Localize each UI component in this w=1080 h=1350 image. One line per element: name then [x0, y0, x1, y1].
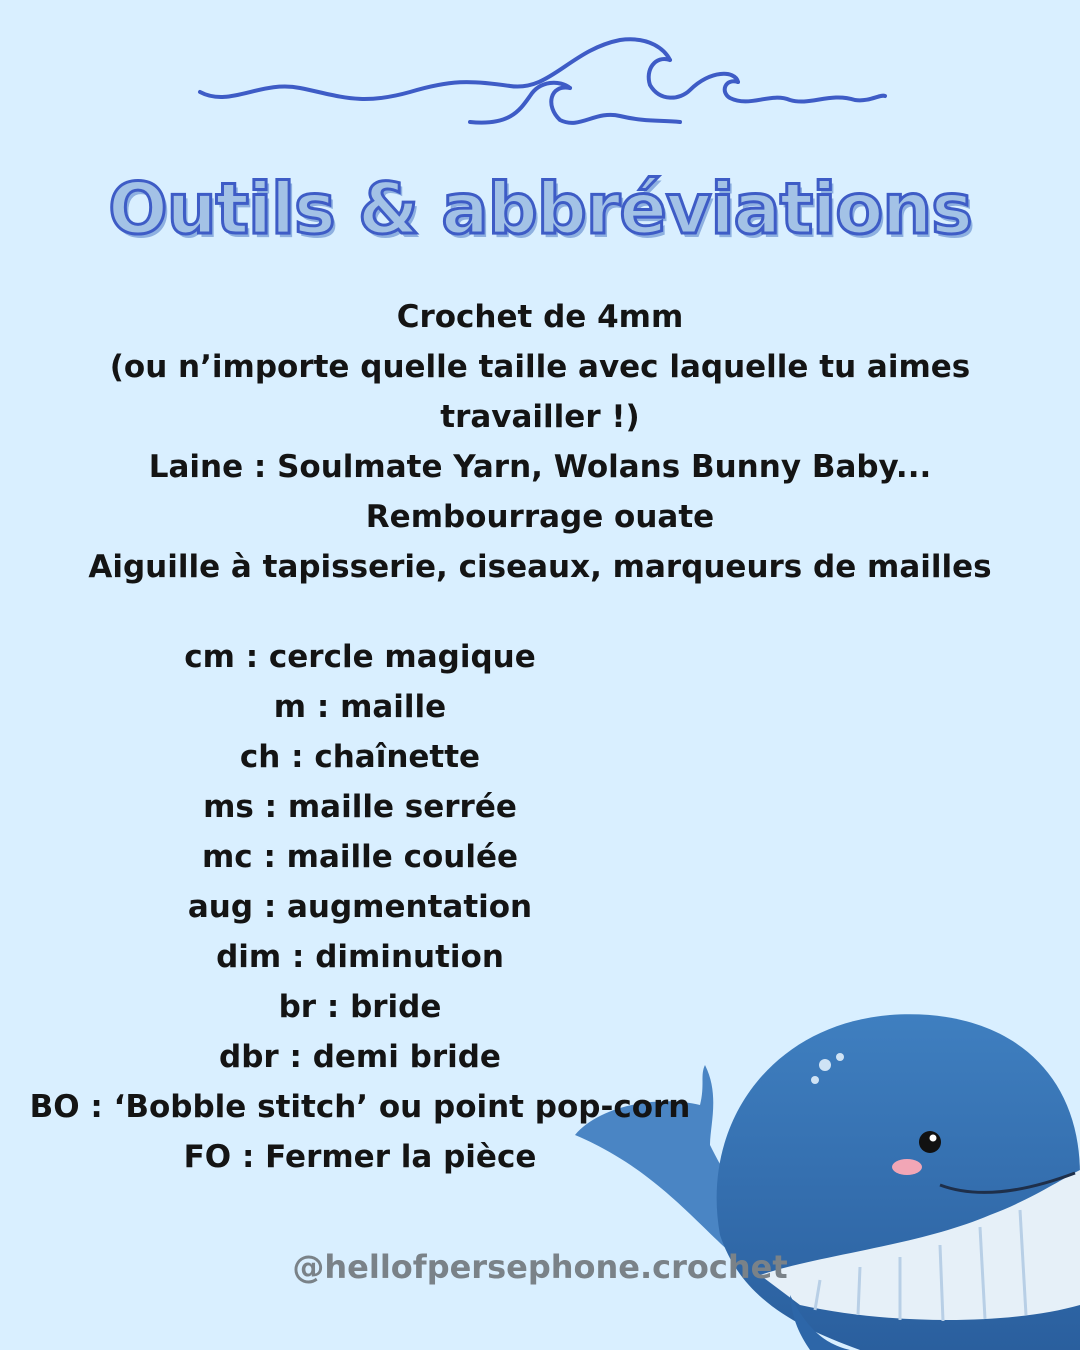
tool-line: Aiguille à tapisserie, ciseaux, marqueurs de mailles	[88, 549, 992, 585]
abbreviation-item: FO : Fermer la pièce	[183, 1139, 537, 1175]
abbreviation-item: ch : chaînette	[239, 739, 481, 775]
tools-list	[0, 292, 1080, 592]
tool-line: Laine : Soulmate Yarn, Wolans Bunny Baby...	[148, 449, 932, 485]
abbreviation-item: m : maille	[273, 689, 447, 725]
abbreviation-item: ms : maille serrée	[203, 789, 517, 825]
abbreviation-item: dim : diminution	[216, 939, 504, 975]
social-handle: @hellofpersephone.crochet	[292, 1248, 788, 1286]
abbreviation-item: dbr : demi bride	[219, 1039, 501, 1075]
abbreviation-item: mc : maille coulée	[202, 839, 518, 875]
abbreviation-item: cm : cercle magique	[184, 639, 536, 675]
wave-illustration	[190, 30, 890, 130]
tool-line: (ou n’importe quelle taille avec laquelle tu aimes	[109, 349, 971, 385]
tool-line: Crochet de 4mm	[396, 299, 684, 335]
page-title: Outils & abbréviations	[108, 168, 972, 250]
tool-line: Rembourrage ouate	[365, 499, 715, 535]
abbreviations-list	[0, 632, 720, 1182]
abbreviation-item: BO : ‘Bobble stitch’ ou point pop-corn	[29, 1089, 691, 1125]
tool-line: travailler !)	[440, 399, 640, 435]
abbreviation-item: br : bride	[278, 989, 442, 1025]
abbreviation-item: aug : augmentation	[187, 889, 533, 925]
